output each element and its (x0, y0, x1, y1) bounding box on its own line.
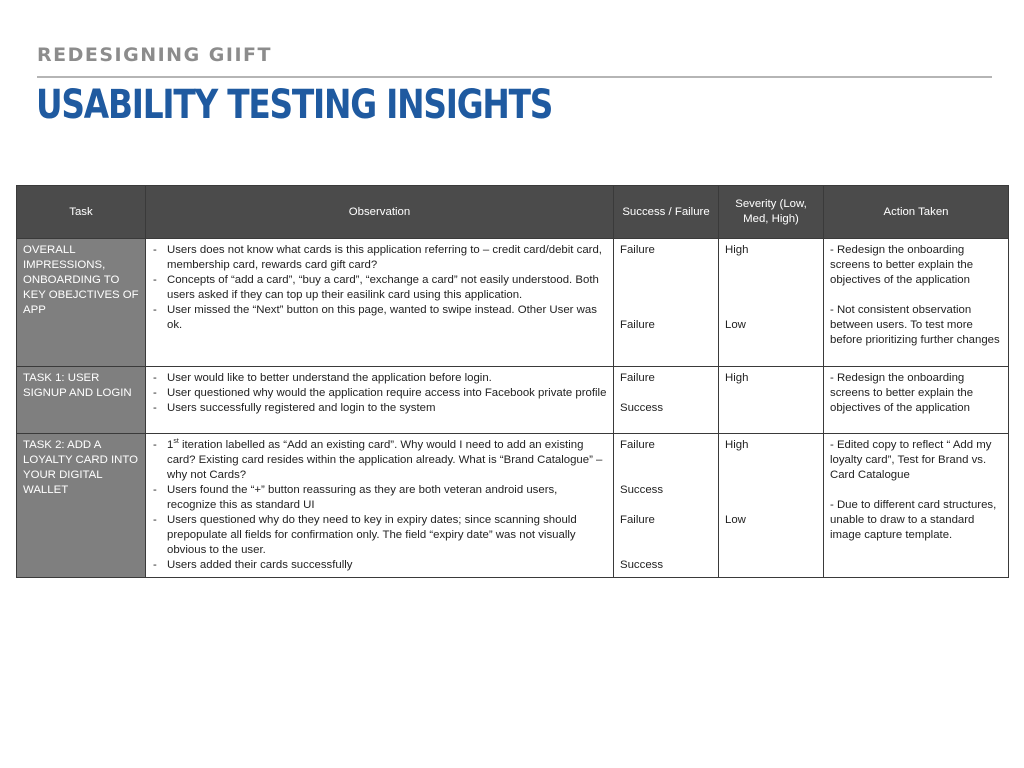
action-text: - Not consistent observation between users. To test more before prioritizing further changes (830, 304, 1000, 346)
action-cell (824, 434, 1009, 578)
severity-cell (719, 367, 824, 434)
status-text: Failure (620, 514, 655, 526)
task-cell: TASK 1: USER SIGNUP AND LOGIN (17, 367, 146, 434)
observation-cell (146, 367, 614, 434)
action-text: - Due to different card structures, unable to draw to a standard image capture template. (830, 499, 997, 541)
status-text: Failure (620, 244, 655, 256)
observation-item: - User questioned why would the application require access into Facebook private profile (152, 386, 607, 401)
header-action: Action Taken (824, 186, 1009, 239)
table-row (17, 434, 1009, 578)
success-cell (614, 239, 719, 367)
status-text: Success (620, 402, 664, 414)
action-text: - Edited copy to reflect “ Add my loyalty card”, Test for Brand vs. Card Catalogue (830, 439, 992, 481)
observation-item: - Concepts of “add a card”, “buy a card”, “exchange a card” not easily understood. Both users asked if they can top up their easilink card using this application. (152, 273, 607, 303)
observation-item: - User would like to better understand the application before login. (152, 371, 607, 386)
status-text: Failure (620, 439, 655, 451)
observation-item: - Users successfully registered and login to the system (152, 401, 607, 416)
action-cell (824, 367, 1009, 434)
success-cell (614, 367, 719, 434)
success-cell (614, 434, 719, 578)
table-header-row (17, 186, 1009, 239)
severity-text: High (725, 372, 749, 384)
header-task: Task (17, 186, 146, 239)
header-severity: Severity (Low, Med, High) (719, 186, 824, 239)
action-text: - Redesign the onboarding screens to better explain the objectives of the application (830, 372, 974, 414)
observation-item: - Users does not know what cards is this application referring to – credit card/debit card, membership card, rewards card gift card? (152, 243, 607, 273)
action-cell (824, 239, 1009, 367)
observation-item: - 1st iteration labelled as “Add an existing card”. Why would I need to add an existing card? Existing card resides within the application already. What is “Brand Catalogue” – why not Cards? (152, 438, 607, 483)
header-observation: Observation (146, 186, 614, 239)
header-divider (37, 76, 992, 78)
task-cell: TASK 2: ADD A LOYALTY CARD INTO YOUR DIGITAL WALLET (17, 434, 146, 578)
task-cell: OVERALL IMPRESSIONS, ONBOARDING TO KEY OBEJCTIVES OF APP (17, 239, 146, 367)
table-row (17, 367, 1009, 434)
severity-text: High (725, 244, 749, 256)
status-text: Success (620, 484, 664, 496)
severity-text: Low (725, 514, 746, 526)
status-text: Failure (620, 372, 655, 384)
severity-text: High (725, 439, 749, 451)
severity-text: Low (725, 319, 746, 331)
table-row (17, 239, 1009, 367)
observation-item: - Users added their cards successfully (152, 558, 607, 573)
slide-title: USABILITY TESTING INSIGHTS (36, 82, 553, 128)
observation-cell (146, 239, 614, 367)
status-text: Success (620, 559, 664, 571)
header-success: Success / Failure (614, 186, 719, 239)
severity-cell (719, 434, 824, 578)
observation-item: - Users questioned why do they need to key in expiry dates; since scanning should prepopulate all fields for confirmation only. The field “expiry date” was not visually obvious to the user. (152, 513, 607, 558)
observation-item: - Users found the “+” button reassuring as they are both veteran android users, recognize this as standard UI (152, 483, 607, 513)
observation-cell (146, 434, 614, 578)
severity-cell (719, 239, 824, 367)
observation-item: - User missed the “Next” button on this page, wanted to swipe instead. Other User was ok. (152, 303, 607, 333)
insights-table (16, 185, 1009, 578)
slide-kicker: REDESIGNING GIIFT (37, 44, 272, 66)
status-text: Failure (620, 319, 655, 331)
action-text: - Redesign the onboarding screens to better explain the objectives of the application (830, 244, 974, 286)
